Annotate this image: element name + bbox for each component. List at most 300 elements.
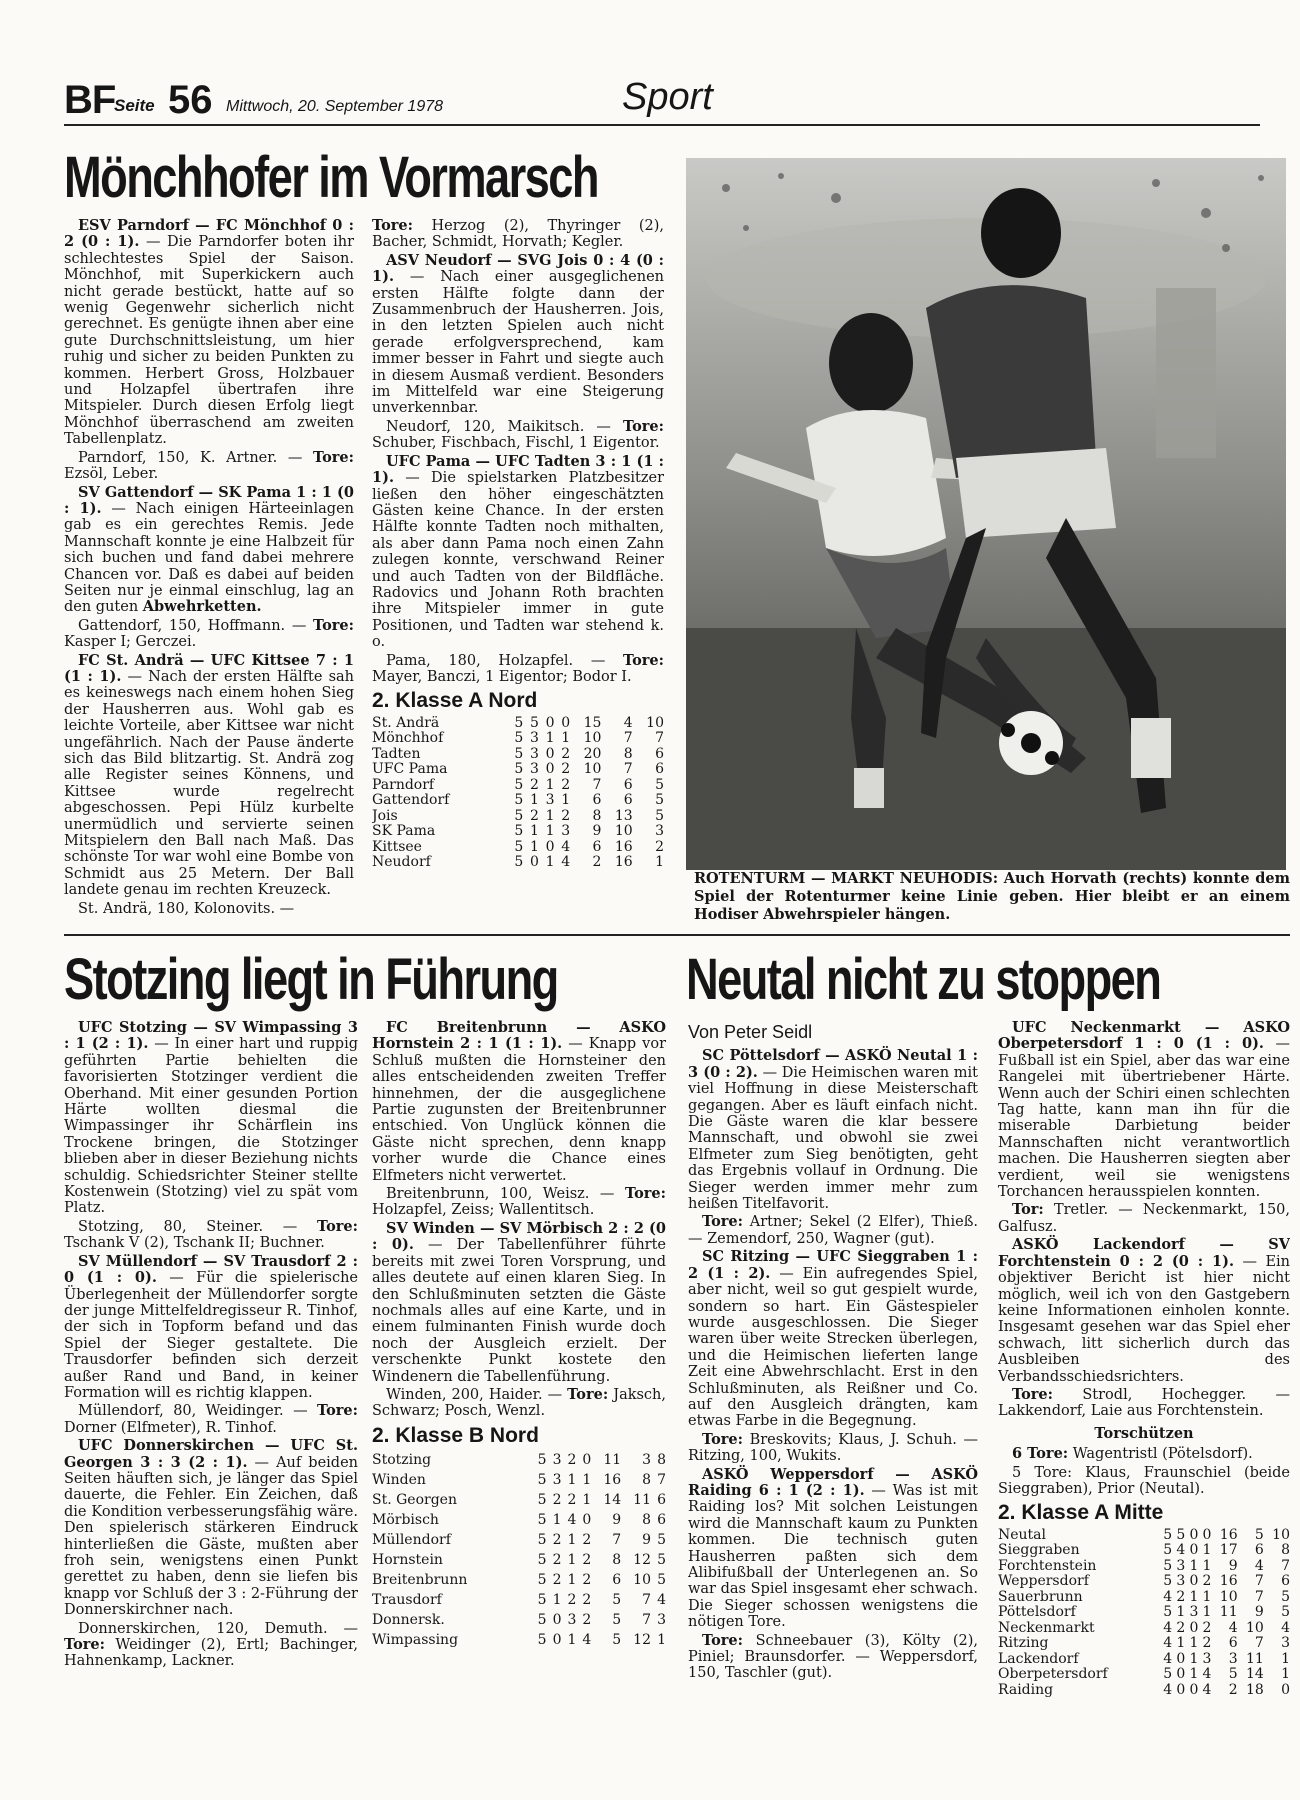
team-name: Lackendorf [998,1650,1079,1667]
stat-cell: 0 [1189,1573,1199,1590]
table-row [998,1667,1290,1683]
stat-cell: 4 [623,714,633,731]
scorers-title: Torschützen [1094,1424,1194,1442]
standings-a-nord [372,716,664,871]
stat-cell: 3 [1228,1650,1238,1667]
stat-cell: 5 [1163,1526,1173,1543]
stat-cell: 1 [655,854,664,871]
stat-cell: 12 [633,1632,651,1649]
article1-col1 [64,218,354,923]
stat-cell: 1 [1189,1557,1199,1574]
stat-cell: 7 [1254,1573,1264,1590]
headline-neutal: Neutal nicht zu stoppen [686,947,1161,1012]
team-name: Sauerbrunn [998,1588,1083,1605]
stat-cell: 3 [1189,1604,1199,1621]
stat-cell: 5 [655,792,664,809]
report-poettelsdorf: SC Pöttelsdorf — ASKÖ Neutal 1 : 3 (0 : 2). — Die Heimischen waren mit viel Hoffnung in diese Meisterschaft gegangen. Aber es läuft einfach nicht. Die Gäste waren die klar bessere Mannschaft, und obwohl sie zwei Elfmeter zum Sieg benötigten, geht das Ergebnis vollauf in Ordnung. Die Sieger werden immer mehr zum heißen Titelfavorit. [688,1047,978,1213]
report-winden: SV Winden — SV Mörbisch 2 : 2 (0 : 0). — Der Tabellenführer führte bereits mit zwei Toren Vorsprung, und alles deutete auf einen klaren Sieg. In den Schlußminuten setzten die Gäste nochmals alles auf eine Karte, und in einem fulminanten Finish wurde doch noch der Ausgleich erzielt. Der verschenkte Punkt kostete den Windenern die Tabellenführung. [372,1219,666,1385]
stat-cell: 5 [537,1612,547,1629]
stat-cell: 6 [623,792,633,809]
table-row [998,1621,1290,1637]
stat-cell: 8 [642,1472,651,1489]
stat-cell: 3 [530,730,539,747]
result-donnerskirchen: Donnerskirchen, 120, Demuth. — Tore: Weidinger (2), Ertl; Bachinger, Hahnenkamp, Lackner. [64,1620,358,1670]
stat-cell: 6 [655,745,664,762]
stat-cell: 0 [552,1632,562,1649]
stat-cell: 8 [1281,1542,1290,1559]
stat-cell: 14 [1245,1666,1264,1683]
stat-cell: 9 [642,1532,651,1549]
stat-cell: 10 [646,714,664,731]
stat-cell: 3 [552,1472,562,1489]
report-stotzing: UFC Stotzing — SV Wimpassing 3 : 1 (2 : 1). — In einer hart und ruppig geführten Partie behielten die favorisierten Stotzinger verdient die Oberhand. Mit einer gesunden Portion Härte wollten diesmal die Wimpassinger ihr Schärflein ins Trockene bringen, die Stotzinger blieben aber in dieser Beziehung nichts schuldig. Schiedsrichter Steiner stellte Kostenwein (Stotzing) viel zu spät vom Platz. [64,1020,358,1217]
stat-cell: 5 [537,1512,547,1529]
report-donnerskirchen: UFC Donnerskirchen — UFC St. Georgen 3 : 3 (2 : 1). — Auf beiden Seiten häuften sich, je länger das Spiel dauerte, die Fehler. Ein Zeichen, daß die Kondition verbesserungsfähig wäre. Den spielerisch stärkeren Eindruck hinterließen die Gäste, mußten aber froh sein, wenigstens einen Punkt gerettet zu haben, denn sie liefen bis knapp vor Schluß der 3 : 2-Führung der Donnerskirchner nach. [64,1437,358,1619]
table-row [998,1636,1290,1652]
stat-cell: 5 [612,1612,622,1629]
stat-cell: 4 [1228,1619,1238,1636]
page-number: 56 [168,78,213,122]
table-row [372,747,664,763]
stat-cell: 4 [1202,1666,1212,1683]
team-name: Ritzing [998,1635,1049,1652]
stat-cell: 5 [514,714,524,731]
team-name: Donnersk. [372,1612,445,1629]
author-byline: Von Peter Seidl [688,1024,813,1042]
stat-cell: 1 [1281,1666,1290,1683]
stat-cell: 2 [567,1452,577,1469]
stat-cell: 1 [1189,1650,1199,1667]
stat-cell: 10 [583,761,602,778]
report-parndorf: ESV Parndorf — FC Mönchhof 0 : 2 (0 : 1). — Die Parndorfer boten ihr schlechtestes Spiel der Saison. Mönchhof, mit Superkickern auch nicht gerade bestückt, hatte auf so wenig Gegenwehr sicherlich nicht gerechnet. Es genügte ihnen aber eine gute Durchschnittsleistung, um hier ruhig und sicher zu beiden Punkten zu kommen. Herbert Gross, Holzbauer und Holzapfel übertrafen ihre Mitspieler. Durch diesen Erfolg liegt Mönchhof überraschend am zweiten Tabellenplatz. [64,218,354,448]
team-name: SK Pama [372,823,436,840]
article3-col1 [688,1024,978,1780]
stat-cell: 0 [552,1612,562,1629]
table-row [372,1470,666,1490]
stat-cell: 0 [1189,1542,1199,1559]
stat-cell: 3 [567,1612,577,1629]
stat-cell: 7 [1254,1588,1264,1605]
stat-cell: 11 [1219,1604,1238,1621]
team-name: St. Andrä [372,714,440,731]
table-row [998,1590,1290,1606]
stat-cell: 3 [1176,1573,1186,1590]
stat-cell: 3 [545,792,555,809]
stat-cell: 6 [657,1512,666,1529]
report-neckenmarkt: UFC Neckenmarkt — ASKÖ Oberpetersdorf 1 : 0 (1 : 0). — Fußball ist ein Spiel, aber das war eine Rangelei mit übertriebener Härte. Wenn auch der Schiri einen schlechten Tag hatte, kann man ihn für die miserable Darbietung beider Mannschaften nicht verantwortlich machen. Die Hausherren siegten aber verdient, weil sie wenigstens Torchancen herausspielen konnten. [998,1020,1290,1201]
stat-cell: 5 [537,1452,547,1469]
caption-lead: ROTENTURM — MARKT NEUHODIS: [694,870,999,887]
stat-cell: 10 [583,730,602,747]
stat-cell: 2 [567,1592,577,1609]
stat-cell: 4 [1163,1681,1173,1698]
player-right-shorts [956,448,1116,538]
stat-cell: 1 [545,854,555,871]
player-right-shirt [926,285,1096,478]
team-name: Gattendorf [372,792,450,809]
stat-cell: 5 [657,1552,666,1569]
team-name: Pöttelsdorf [998,1604,1076,1621]
stat-cell: 5 [1163,1666,1173,1683]
stat-cell: 2 [561,807,571,824]
stat-cell: 2 [561,776,571,793]
section-divider [64,934,1290,936]
team-name: Hornstein [372,1552,443,1569]
stat-cell: 1 [1189,1588,1199,1605]
page-label: Seite [114,96,155,115]
stat-cell: 0 [545,745,555,762]
stat-cell: 5 [514,823,524,840]
stat-cell: 0 [561,714,571,731]
player-right-head [981,188,1061,278]
report-st-andrae: FC St. Andrä — UFC Kittsee 7 : 1 (1 : 1). — Nach der ersten Hälfte sah es keineswegs nach einem hohen Sieg der Hausherren aus. Wohl gab es leichte Vorteile, aber Kittsee war nicht ungefährlich. Nach der Pause änderte sich das Bild blitzartig. St. Andrä zog alle Register seines Könnens, und Kittsee wurde regelrecht abgeschossen. Pepi Hülz kurbelte unermüdlich und servierte seinen Mitspielern den Ball nach Maß. Das schönste Tor war wohl eine Bombe von Schmidt aus 25 Metern. Der Ball landete genau im rechten Kreuzeck. [64,651,354,899]
stat-cell: 2 [552,1552,562,1569]
stat-cell: 5 [655,776,664,793]
stat-cell: 4 [567,1512,577,1529]
stat-cell: 1 [1189,1666,1199,1683]
headline-stotzing: Stotzing liegt in Führung [64,947,558,1012]
stat-cell: 7 [1281,1557,1290,1574]
result-winden: Winden, 200, Haider. — Tore: Jaksch, Schwarz; Posch, Wenzl. [372,1385,666,1420]
stat-cell: 5 [514,807,524,824]
team-name: Weppersdorf [998,1573,1089,1590]
table-title-a-nord: 2. Klasse A Nord [372,689,538,713]
table-row [998,1652,1290,1668]
stat-cell: 3 [1176,1557,1186,1574]
stat-cell: 2 [552,1572,562,1589]
stat-cell: 5 [514,838,524,855]
stat-cell: 5 [537,1632,547,1649]
stat-cell: 3 [1202,1650,1212,1667]
stat-cell: 17 [1219,1542,1238,1559]
stat-cell: 5 [1254,1526,1264,1543]
result-stotzing: Stotzing, 80, Steiner. — Tore: Tschank V (2), Tschank II; Buchner. [64,1217,358,1252]
stat-cell: 4 [561,854,571,871]
stat-cell: 1 [545,823,555,840]
stat-cell: 5 [612,1592,622,1609]
masthead [64,78,1260,126]
stat-cell: 0 [1176,1666,1186,1683]
stat-cell: 7 [592,776,602,793]
stat-cell: 5 [514,776,524,793]
table-row [372,716,664,732]
stat-cell: 5 [537,1532,547,1549]
article2-col1 [64,1020,358,1765]
team-name: Wimpassing [372,1632,459,1649]
stat-cell: 0 [530,854,539,871]
result-weppersdorf: Tore: Schneebauer (3), Költy (2), Piniel; Braunsdorfer. — Weppersdorf, 150, Taschler (gut). [688,1631,978,1682]
stat-cell: 5 [657,1572,666,1589]
stat-cell: 2 [1202,1573,1212,1590]
stat-cell: 2 [592,854,602,871]
stat-cell: 1 [530,792,539,809]
stat-cell: 10 [614,823,633,840]
stat-cell: 5 [1281,1588,1290,1605]
stat-cell: 0 [545,838,555,855]
article2-col2 [372,1020,666,1780]
stat-cell: 11 [1245,1650,1264,1667]
stat-cell: 6 [592,838,602,855]
team-name: Neutal [998,1526,1047,1543]
stat-cell: 10 [1272,1526,1290,1543]
stat-cell: 7 [612,1532,622,1549]
report-neudorf: ASV Neudorf — SVG Jois 0 : 4 (0 : 1). — Nach einer ausgeglichenen ersten Hälfte folgte dann der Zusammenbruch der Hausherren. Jois, in den letzten Spielen auch nicht gerade erfolgversprechend, kam immer besser in Fahrt und siegte auch in diesem Ausmaß verdient. Besonders im Mittelfeld war eine Steigerung unverkennbar. [372,251,664,417]
stat-cell: 8 [592,807,602,824]
headline-moenchhof: Mönchhofer im Vormarsch [64,145,598,210]
stat-cell: 1 [1202,1542,1212,1559]
stat-cell: 3 [530,745,539,762]
report-breitenbrunn: FC Breitenbrunn — ASKÖ Hornstein 2 : 1 (1 : 1). — Knapp vor Schluß mußten die Hornsteiner den alles entscheidenden zweiten Treffer hinnehmen, der die ausgeglichene Partie zugunsten der Breitenbrunner entschied. Von Unglück können die Gäste nicht sprechen, denn knapp vorher wurde die Chance eines Elfmeters nicht verwertet. [372,1020,666,1184]
stat-cell: 0 [545,714,555,731]
report-lackendorf: ASKÖ Lackendorf — SV Forchtenstein 0 : 2 (0 : 1). — Ein objektiver Bericht ist hier nicht möglich, weil ich von den Gastgebern keine Informationen einholen konnte. Insgesamt gesehen war das Spiel eher schwach, litt sicherlich durch das Ausbleiben des Verbandsschiedsrichters. [998,1236,1290,1385]
team-name: Neudorf [372,854,431,871]
stat-cell: 4 [1163,1619,1173,1636]
table-row [998,1574,1290,1590]
team-name: Breitenbrunn [372,1572,468,1589]
stat-cell: 1 [657,1632,666,1649]
table-row [372,1510,666,1530]
stat-cell: 8 [642,1512,651,1529]
stat-cell: 5 [1176,1526,1186,1543]
result-ritzing: Tore: Breskovits; Klaus, J. Schuh. — Ritzing, 100, Wukits. [688,1430,978,1465]
stat-cell: 10 [1219,1588,1238,1605]
player-left-shirt [806,410,946,556]
stat-cell: 1 [530,823,539,840]
stat-cell: 1 [1189,1635,1199,1652]
table-row [372,1490,666,1510]
result-neudorf: Neudorf, 120, Maikitsch. — Tore: Schuber, Fischbach, Fischl, 1 Eigentor. [372,417,664,452]
result-st-andrae: St. Andrä, 180, Kolonovits. — [78,900,295,917]
table-row [372,1570,666,1590]
caption-text: Auch Horvath (rechts) konnte dem Spiel der Rotenturmer keine Linie geben. Hier bleibt er an einem Hodiser Abwehrspieler hängen. [694,870,1290,923]
stat-cell: 0 [1202,1526,1212,1543]
team-name: Mönchhof [372,730,444,747]
stat-cell: 2 [1176,1619,1186,1636]
stat-cell: 7 [642,1592,651,1609]
stat-cell: 4 [1163,1635,1173,1652]
stat-cell: 7 [642,1612,651,1629]
stat-cell: 7 [623,761,633,778]
team-name: Jois [372,807,398,824]
stat-cell: 2 [582,1572,592,1589]
stat-cell: 5 [1228,1666,1238,1683]
stat-cell: 5 [537,1472,547,1489]
stat-cell: 0 [1189,1526,1199,1543]
stat-cell: 5 [537,1552,547,1569]
stat-cell: 2 [567,1492,577,1509]
stat-cell: 11 [603,1452,622,1469]
stat-cell: 5 [655,807,664,824]
stat-cell: 18 [1245,1681,1264,1698]
stat-cell: 2 [561,745,571,762]
table-title-b-nord: 2. Klasse B Nord [372,1423,539,1447]
table-row [372,1450,666,1470]
stat-cell: 5 [537,1592,547,1609]
result-parndorf: Parndorf, 150, K. Artner. — Tore: Ezsöl, Leber. [64,448,354,483]
stat-cell: 5 [514,792,524,809]
team-name: UFC Pama [372,761,448,778]
stat-cell: 1 [582,1492,592,1509]
stat-cell: 8 [657,1452,666,1469]
stat-cell: 9 [592,823,602,840]
brand-logo: BF [64,78,116,122]
stat-cell: 5 [657,1532,666,1549]
stat-cell: 0 [582,1512,592,1529]
table-row [372,1630,666,1650]
stat-cell: 1 [545,776,555,793]
stat-cell: 5 [537,1492,547,1509]
stat-cell: 1 [552,1592,562,1609]
stat-cell: 8 [612,1552,622,1569]
stat-cell: 8 [623,745,633,762]
stat-cell: 1 [545,807,555,824]
stat-cell: 16 [1219,1573,1238,1590]
team-name: Mörbisch [372,1512,439,1529]
stat-cell: 0 [1176,1650,1186,1667]
article1-col2 [372,218,664,928]
stat-cell: 0 [1176,1681,1186,1698]
stat-cell: 1 [561,730,571,747]
stat-cell: 7 [655,730,664,747]
stat-cell: 0 [545,761,555,778]
stat-cell: 4 [1281,1619,1290,1636]
stat-cell: 0 [582,1452,592,1469]
team-name: Trausdorf [372,1592,442,1609]
stat-cell: 2 [655,838,664,855]
stat-cell: 20 [583,745,602,762]
report-gattendorf: SV Gattendorf — SK Pama 1 : 1 (0 : 1). — Nach einigen Härteeinlagen gab es ein gerechtes Remis. Jede Mannschaft konnte je eine Halbzeit für sich buchen und fand dabei mehrere Chancen vor. Daß es dabei auf beiden Seiten nur je einmal einschlug, lag an den guten Abwehrketten. [64,483,354,616]
stat-cell: 5 [514,761,524,778]
stat-cell: 16 [603,1472,622,1489]
stat-cell: 15 [583,714,602,731]
table-row [372,855,664,871]
stat-cell: 10 [633,1572,651,1589]
stat-cell: 1 [567,1472,577,1489]
stat-cell: 1 [1176,1635,1186,1652]
article3-col2 [998,1020,1290,1780]
stat-cell: 9 [1254,1604,1264,1621]
team-name: Müllendorf [372,1532,451,1549]
stat-cell: 2 [582,1532,592,1549]
stat-cell: 1 [582,1472,592,1489]
match-photo [686,158,1286,870]
result-lackendorf: Tore: Strodl, Hochegger. — Lakkendorf, Laie aus Forchtenstein. [998,1385,1290,1420]
stat-cell: 3 [655,823,664,840]
stat-cell: 3 [1281,1635,1290,1652]
stat-cell: 6 [1281,1573,1290,1590]
stat-cell: 1 [530,838,539,855]
stat-cell: 2 [561,761,571,778]
stat-cell: 9 [612,1512,622,1529]
table-row [372,1530,666,1550]
photo-caption [694,870,1290,924]
stat-cell: 6 [1228,1635,1238,1652]
table-row [372,1610,666,1630]
team-name: Raiding [998,1681,1054,1698]
stat-cell: 2 [530,807,539,824]
table-row [372,1590,666,1610]
stat-cell: 16 [614,838,633,855]
standings-a-mitte [998,1528,1290,1699]
team-name: Kittsee [372,838,422,855]
stat-cell: 10 [1245,1619,1264,1636]
stat-cell: 1 [561,792,571,809]
stat-cell: 2 [582,1552,592,1569]
standings-b-nord [372,1450,666,1650]
table-row [372,809,664,825]
team-name: Oberpetersdorf [998,1666,1108,1683]
table-row [998,1683,1290,1699]
stat-cell: 1 [567,1532,577,1549]
stat-cell: 2 [1202,1635,1212,1652]
stat-cell: 1 [1202,1557,1212,1574]
stat-cell: 4 [561,838,571,855]
stat-cell: 2 [582,1592,592,1609]
scorers-st-andrae: Tore: Herzog (2), Thyringer (2), Bacher, Schmidt, Horvath; Kegler. [372,218,664,251]
stat-cell: 6 [612,1572,622,1589]
stat-cell: 7 [623,730,633,747]
stat-cell: 1 [1202,1588,1212,1605]
stat-cell: 5 [1163,1573,1173,1590]
stat-cell: 1 [1281,1650,1290,1667]
stat-cell: 5 [1281,1604,1290,1621]
table-row [998,1559,1290,1575]
stat-cell: 6 [1254,1542,1264,1559]
stat-cell: 2 [1176,1588,1186,1605]
team-name: Stotzing [372,1452,432,1469]
stat-cell: 5 [514,730,524,747]
stat-cell: 1 [567,1572,577,1589]
stat-cell: 2 [530,776,539,793]
stat-cell: 3 [642,1452,651,1469]
result-pama: Pama, 180, Holzapfel. — Tore: Mayer, Banczi, 1 Eigentor; Bodor I. [372,651,664,685]
stat-cell: 16 [614,854,633,871]
table-row [372,731,664,747]
stat-cell: 4 [582,1632,592,1649]
stat-cell: 1 [1202,1604,1212,1621]
stat-cell: 12 [633,1552,651,1569]
stat-cell: 1 [567,1552,577,1569]
stat-cell: 3 [561,823,571,840]
stat-cell: 4 [1202,1681,1212,1698]
table-row [998,1528,1290,1544]
stat-cell: 4 [1163,1650,1173,1667]
team-name: Parndorf [372,776,435,793]
stat-cell: 5 [530,714,539,731]
stat-cell: 4 [1163,1588,1173,1605]
stat-cell: 5 [1163,1604,1173,1621]
stat-cell: 6 [655,761,664,778]
report-ritzing: SC Ritzing — UFC Sieggraben 1 : 2 (1 : 2). — Ein aufregendes Spiel, aber nicht, weil so gut gespielt wurde, sondern so hart. Ein Gästespieler wurde ausgeschlossen. Die Sieger waren über weite Strecken überlegen, und die Heimischen lieferten lange Zeit eine Abwehrschlacht. Erst in den Schlußminuten, als Reißner und Co. auf den Ausgleich drängten, kam etwas Farbe in die Begegnung. [688,1248,978,1430]
table-row [998,1543,1290,1559]
stat-cell: 16 [1219,1526,1238,1543]
table-row [372,1550,666,1570]
scorers-5-goals: 5 Tore: Klaus, Fraunschiel (beide Sieggraben), Prior (Neutal). [998,1464,1290,1497]
stat-cell: 9 [1228,1557,1238,1574]
stat-cell: 5 [1163,1557,1173,1574]
team-name: Neckenmarkt [998,1619,1095,1636]
player-left-head [829,313,913,413]
stat-cell: 2 [1202,1619,1212,1636]
table-title-a-mitte: 2. Klasse A Mitte [998,1501,1164,1525]
stat-cell: 13 [614,807,633,824]
issue-date: Mittwoch, 20. September 1978 [226,98,444,115]
stat-cell: 1 [567,1632,577,1649]
team-name: Tadten [372,745,421,762]
table-row [372,793,664,809]
stat-cell: 1 [1176,1604,1186,1621]
stat-cell: 5 [612,1632,622,1649]
